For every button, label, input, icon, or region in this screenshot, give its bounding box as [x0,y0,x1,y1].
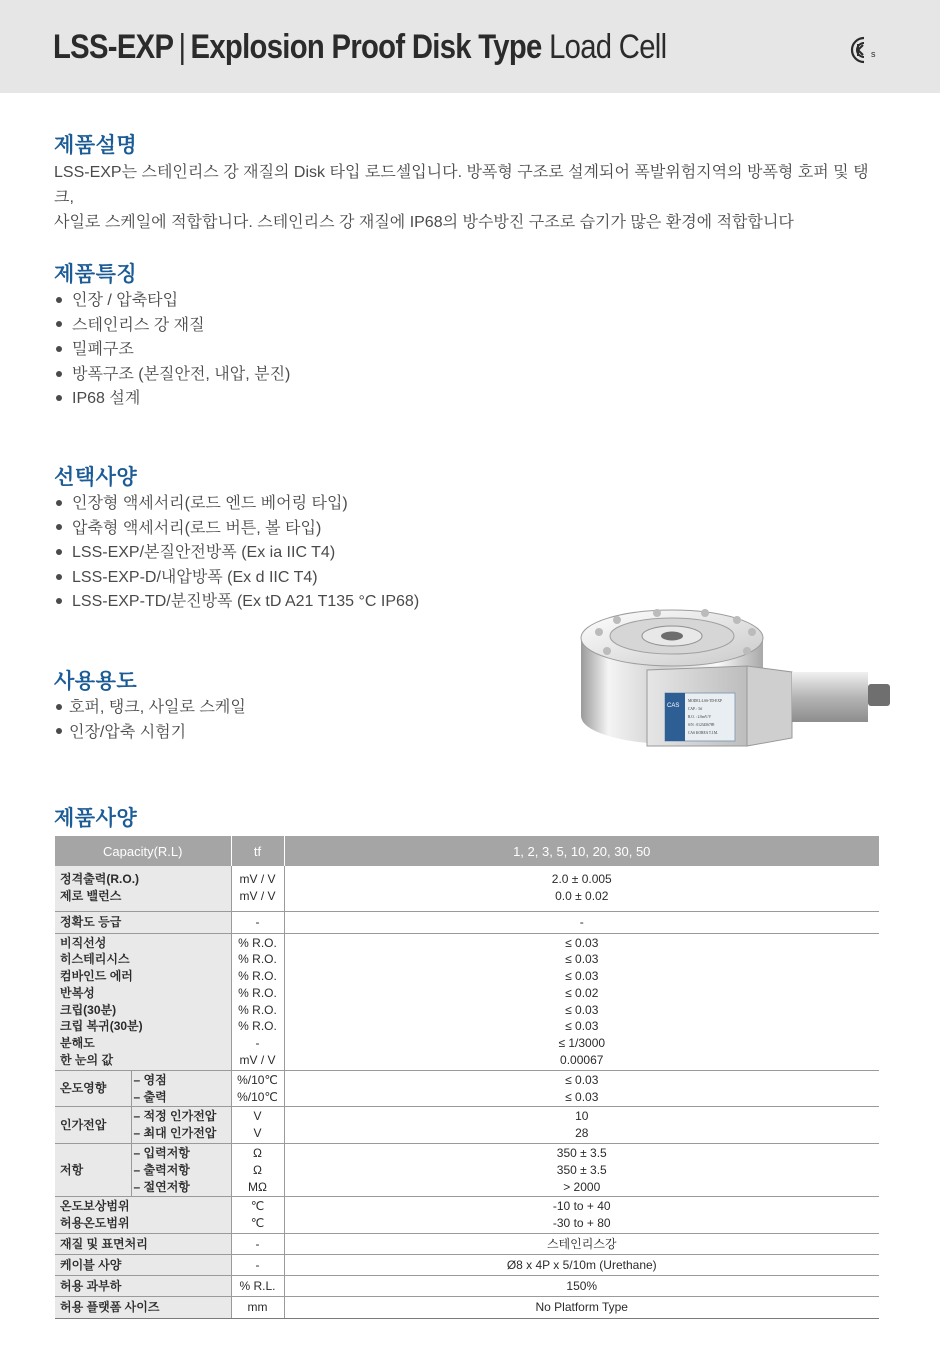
list-item: 인장/압축 시험기 [54,721,246,746]
kc-certification-icon [850,34,882,66]
table-row: 저항 – 입력저항 – 출력저항 – 절연저항 Ω Ω MΩ 350 ± 3.5 350 ± 3.5 > 2000 [55,1144,879,1197]
bullet-icon [56,297,62,303]
list-item: 호퍼, 탱크, 사일로 스케일 [54,696,246,721]
bullet-icon [56,321,62,327]
bullet-icon [56,500,62,506]
title-separator: | [178,28,186,66]
product-label-line: MODEL:LSS-TD-EXP [688,699,722,703]
bullet-icon [56,524,62,530]
bullet-icon [56,549,62,555]
table-row: 비직선성 히스테리시스 컴바인드 에러 반복성 크립(30분) 크립 복귀(30분) 분해도 한 눈의 값 % R.O. % R.O. % R.O. % R.O. % R.O. % R.O. - mV / V ≤ 0.03 ≤ 0.03 ≤ 0.03 ≤ 0.02 ≤ 0.03 ≤ 0.03 ≤ 1/3000 0.00067 [55,933,879,1070]
load-cell-product-image [577,596,895,758]
header-bar [0,0,940,93]
table-row: 케이블 사양 - Ø8 x 4P x 5/10m (Urethane) [55,1255,879,1276]
description-text [54,160,874,235]
bullet-icon [56,371,62,377]
list-item: IP68 설계 [54,387,290,412]
features-heading: 제품특징 [54,263,138,286]
description-line: LSS-EXP는 스테인리스 강 재질의 Disk 타입 로드셀입니다. 방폭형 구조로 설계되어 폭발위험지역의 방폭형 호퍼 및 탱크, [54,164,869,206]
table-row: 재질 및 표면처리 - 스테인리스강 [55,1234,879,1255]
page-title [53,28,666,67]
list-item: 스테인리스 강 재질 [54,314,290,339]
table-row: 온도영향 – 영점 – 출력 %/10℃ %/10℃ ≤ 0.03 ≤ 0.03 [55,1070,879,1107]
spec-header-value: 1, 2, 3, 5, 10, 20, 30, 50 [284,836,879,866]
bullet-icon [56,346,62,352]
spec-table [55,836,879,1319]
product-label-line: CAP. : 5tf [688,707,703,711]
table-row: 허용 플랫폼 사이즈 mm No Platform Type [55,1297,879,1319]
list-item: 인장형 액세서리(로드 엔드 베어링 타입) [54,492,419,517]
description-heading: 제품설명 [54,134,138,157]
bullet-icon [56,395,62,401]
spec-header-unit: tf [231,836,284,866]
list-item: 압축형 액세서리(로드 버튼, 볼 타입) [54,517,419,542]
title-bold: Explosion Proof Disk Type [190,28,542,66]
table-row: 온도보상범위 허용온도범위 ℃ ℃ -10 to + 40 -30 to + 80 [55,1197,879,1234]
title-light: Load Cell [549,28,667,66]
product-label-line: S/N : 0123456789 [688,723,715,727]
product-label-line: R.O. : 2.0mV/V [688,715,712,719]
svg-text:s: s [871,49,876,59]
product-label-brand: CAS [667,703,680,709]
list-item: LSS-EXP/본질안전방폭 (Ex ia IIC T4) [54,541,419,566]
title-model: LSS-EXP [53,28,174,66]
list-item: 방폭구조 (본질안전, 내압, 분진) [54,363,290,388]
features-list [54,289,290,412]
list-item: LSS-EXP-D/내압방폭 (Ex d IIC T4) [54,566,419,591]
specs-heading: 제품사양 [54,807,138,830]
options-heading: 선택사양 [54,466,138,489]
spec-table-header [55,836,879,866]
spec-header-label: Capacity(R.L) [55,836,231,866]
table-row: 인가전압 – 적정 인가전압 – 최대 인가전압 V V 10 28 [55,1107,879,1144]
table-row: 허용 과부하 % R.L. 150% [55,1276,879,1297]
bullet-icon [56,574,62,580]
options-list [54,492,419,615]
usage-list [54,696,246,745]
list-item: 밀폐구조 [54,338,290,363]
table-row: 정확도 등급 - - [55,911,879,933]
product-label-line: CAS KOREA T.I.M. [688,731,718,735]
list-item: 인장 / 압축타입 [54,289,290,314]
table-row: 정격출력(R.O.) 제로 밸런스 mV / V mV / V 2.0 ± 0.005 0.0 ± 0.02 [55,866,879,911]
bullet-icon [56,598,62,604]
bullet-icon [56,704,62,710]
description-line: 사일로 스케일에 적합합니다. 스테인리스 강 재질에 IP68의 방수방진 구조로 습기가 많은 환경에 적합합니다 [54,214,794,231]
usage-heading: 사용용도 [54,670,138,693]
list-item: LSS-EXP-TD/분진방폭 (Ex tD A21 T135 °C IP68) [54,590,419,615]
bullet-icon [56,728,62,734]
